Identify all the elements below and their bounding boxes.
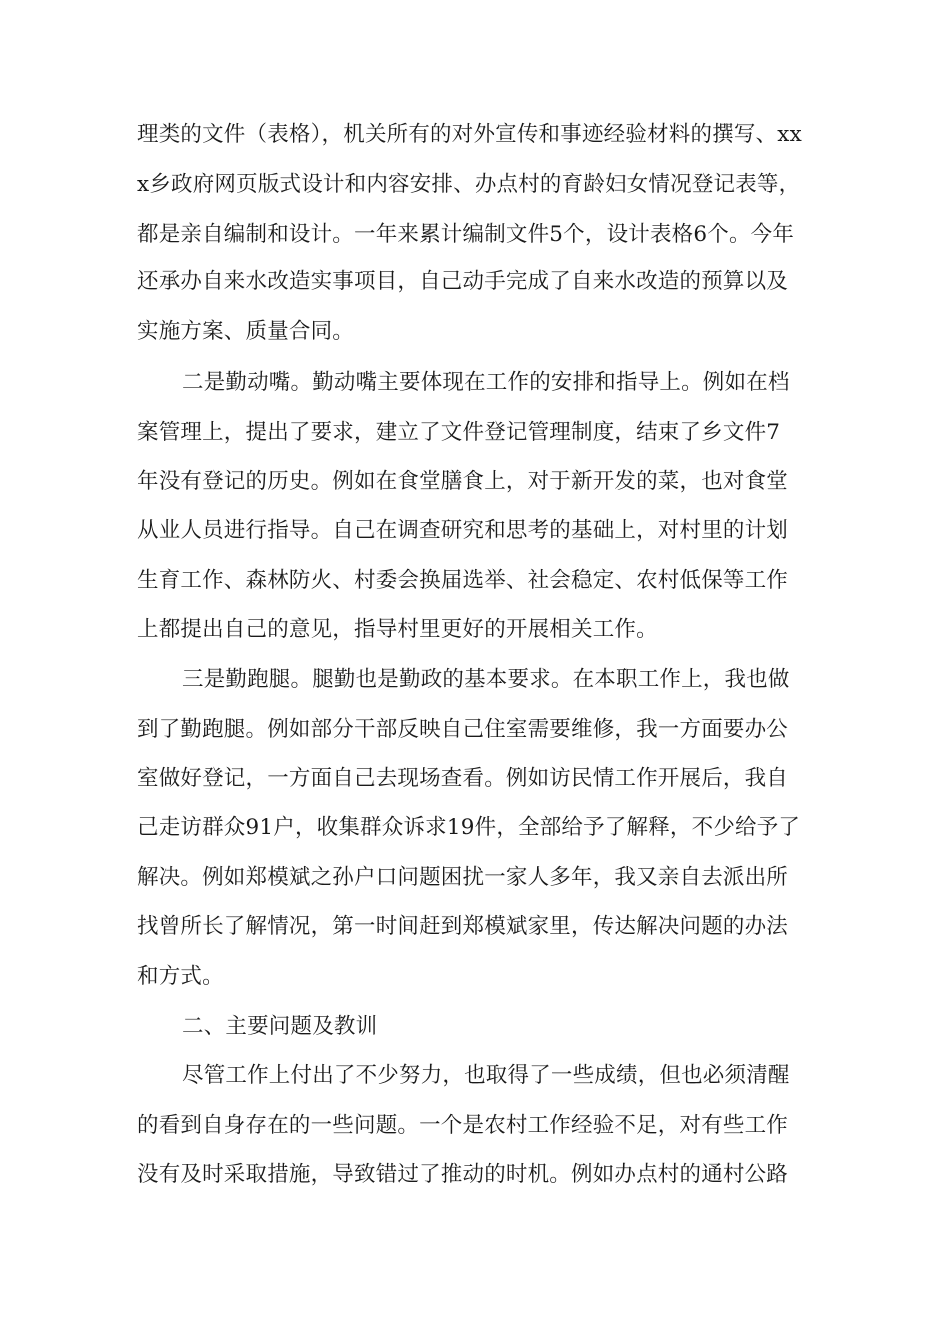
text-line: 还承办自来水改造实事项目，自己动手完成了自来水改造的预算以及: [137, 269, 789, 294]
section-heading: 二、主要问题及教训: [182, 1014, 378, 1039]
text-line: 从业人员进行指导。自己在调查研究和思考的基础上，对村里的计划: [137, 518, 789, 543]
text-line: 生育工作、森林防火、村委会换届选举、社会稳定、农村低保等工作: [137, 568, 789, 593]
text-line: 理类的文件（表格），机关所有的对外宣传和事迹经验材料的撰写、xx: [137, 122, 802, 147]
text-line: 己走访群众91户，收集群众诉求19件，全部给予了解释，不少给予了: [137, 815, 801, 840]
text-line: 案管理上，提出了要求，建立了文件登记管理制度，结束了乡文件7: [137, 420, 781, 445]
text-line: 找曾所长了解情况，第一时间赶到郑模斌家里，传达解决问题的办法: [137, 914, 789, 939]
text-line: 没有及时采取措施，导致错过了推动的时机。例如办点村的通村公路: [137, 1162, 789, 1187]
text-line: 实施方案、质量合同。: [137, 319, 355, 344]
paragraph-start: 三是勤跑腿。腿勤也是勤政的基本要求。在本职工作上，我也做: [182, 667, 790, 692]
text-line: 年没有登记的历史。例如在食堂膳食上，对于新开发的菜，也对食堂: [137, 469, 789, 494]
paragraph-start: 二是勤动嘴。勤动嘴主要体现在工作的安排和指导上。例如在档: [182, 370, 790, 395]
text-line: 和方式。: [137, 964, 224, 989]
text-line: 上都提出自己的意见，指导村里更好的开展相关工作。: [137, 617, 658, 642]
text-line: 室做好登记，一方面自己去现场查看。例如访民情工作开展后，我自: [137, 766, 789, 791]
paragraph-start: 尽管工作上付出了不少努力，也取得了一些成绩，但也必须清醒: [182, 1063, 790, 1088]
text-line: 到了勤跑腿。例如部分干部反映自己住室需要维修，我一方面要办公: [137, 717, 789, 742]
text-line: 的看到自身存在的一些问题。一个是农村工作经验不足，对有些工作: [137, 1113, 789, 1138]
text-line: x乡政府网页版式设计和内容安排、办点村的育龄妇女情况登记表等，: [137, 172, 801, 197]
text-line: 都是亲自编制和设计。一年来累计编制文件5个，设计表格6个。今年: [137, 222, 795, 247]
text-line: 解决。例如郑模斌之孙户口问题困扰一家人多年，我又亲自去派出所: [137, 865, 789, 890]
